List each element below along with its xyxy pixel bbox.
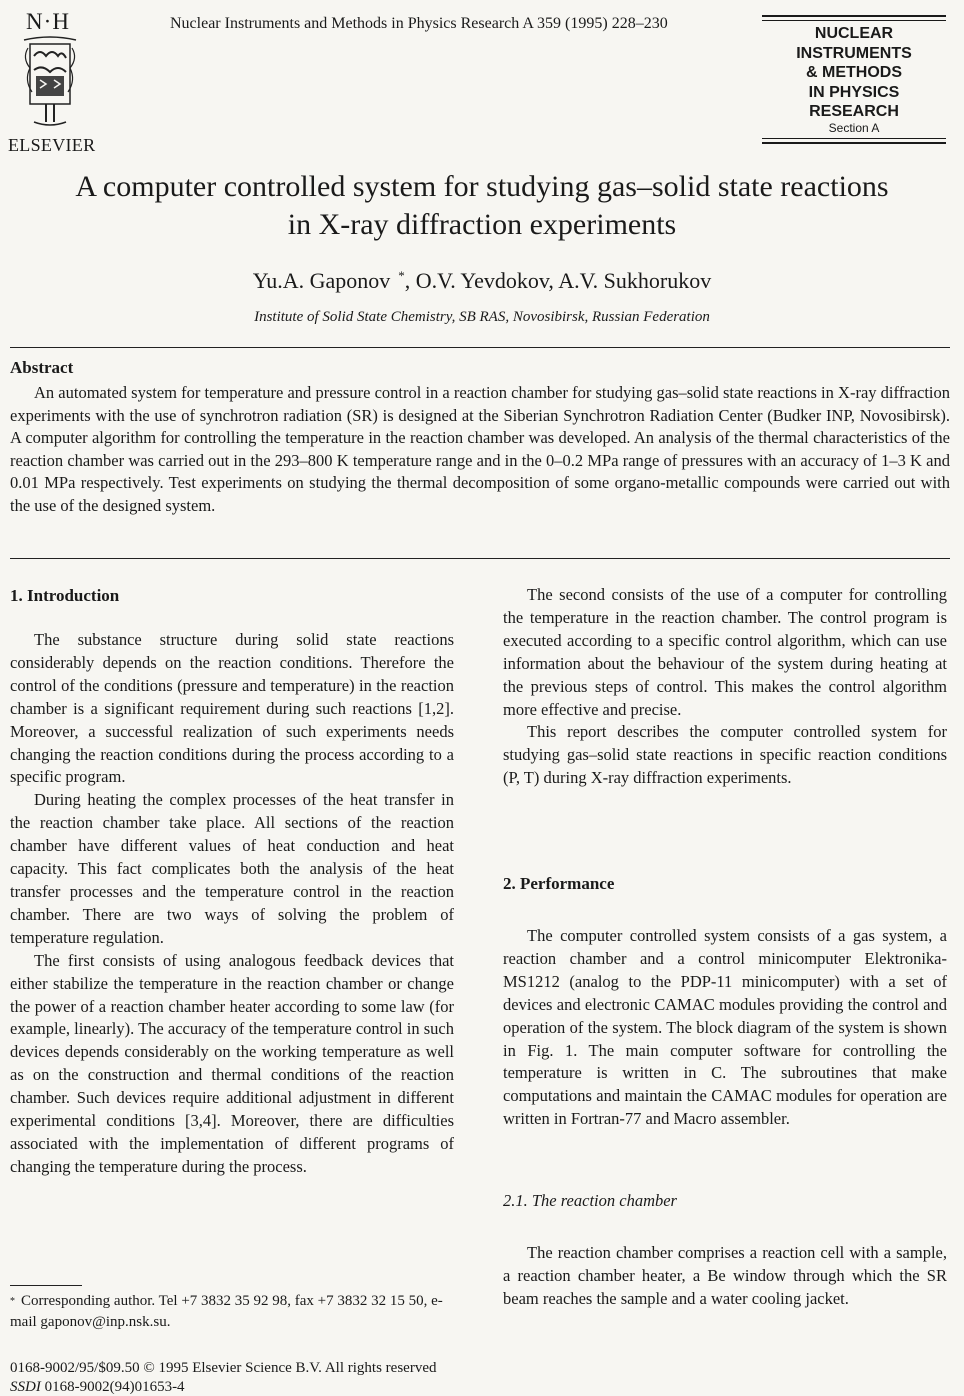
subsection-body (503, 1242, 947, 1311)
abstract-text: An automated system for temperature and pressure control in a reaction chamber for studying gas–solid state reactions in X-ray diffraction experiments with the use of synchrotron radiation (SR) is designed at the Siberian Synchrotron Radiation Center (Budker INP, Novosibirsk). A computer algorithm for controlling the temperature in the reaction chamber was developed. An analysis of the thermal characteristics of the reaction chamber was carried out in the 293–800 K temperature range and in the 0–0.2 MPa range of pressures with an accuracy of 1–3 K and 0.01 MPa respectively. Test experiments on studying the thermal decomposition of some organo-metallic compounds were carried out with the use of the designed system. (10, 383, 950, 515)
intro-paragraph: The substance structure during solid state reactions considerably depends on the reaction conditions. Therefore the control of the conditions (pressure and temperature) in the reaction chamber is a significant requirement during such reactions [1,2]. Moreover, a successful realization of such experiments needs changing the reaction conditions during the process according to a specific program. (10, 630, 454, 787)
ssdi-line (10, 1379, 185, 1396)
masthead-bottom-rule (762, 142, 946, 144)
paper-title (0, 168, 964, 244)
abstract-top-rule (10, 347, 950, 348)
author-rest: , O.V. Yevdokov, A.V. Sukhorukov (404, 268, 712, 293)
masthead-line: RESEARCH (809, 103, 899, 120)
intro-paragraph: The first consists of using analogous feedback devices that either stabilize the temperature in the reaction chamber or change the power of a reaction chamber heater according to some law (for example, linearly). The accuracy of the temperature control in such devices depends considerably on the working temperature as well as on the construction and thermal conditions of the reaction chamber. Such devices require additional adjustment in different experimental conditions [3,4]. Moreover, there are difficulties associated with the implementation of different programs of changing the temperature during the process. (10, 950, 454, 1176)
body-paragraph: The second consists of the use of a computer for controlling the temperature in the reaction chamber. The control program is executed according to a specific control algorithm, which can use information about the behaviour of the system during heating at the previous steps of control. This makes the control algorithm more effective and precise. (503, 585, 947, 719)
journal-masthead (762, 15, 946, 147)
footnote-rule (10, 1285, 82, 1286)
corresponding-author-footnote (10, 1291, 454, 1333)
abstract-heading: Abstract (10, 358, 74, 377)
masthead-line: IN PHYSICS (808, 83, 900, 101)
issn-copyright-line: 0168-9002/95/$09.50 © 1995 Elsevier Science B.V. All rights reserved (10, 1360, 437, 1376)
masthead-bottom-rule-thin (762, 138, 946, 139)
performance-heading: 2. Performance (503, 874, 615, 893)
ssdi-value: 0168-9002(94)01653-4 (44, 1379, 185, 1395)
logo-monogram: N·H (26, 9, 70, 34)
paper-authors (0, 268, 964, 294)
body-paragraph: The reaction chamber comprises a reaction cell with a sample, a reaction chamber heater, a Be window through which the SR beam reaches the sample and a water cooling jacket. (503, 1243, 947, 1308)
publisher-logo (8, 10, 104, 156)
ssdi-label: SSDI (10, 1379, 41, 1395)
author-first: Yu.A. Gaponov (252, 268, 391, 293)
performance-body (503, 925, 947, 1131)
intro-body (10, 629, 454, 1179)
masthead-line: INSTRUMENTS (796, 44, 912, 62)
logo-publisher-name: ELSEVIER (8, 135, 96, 155)
abstract-bottom-rule (10, 558, 950, 559)
journal-citation: Nuclear Instruments and Methods in Physics Research A 359 (1995) 228–230 (170, 15, 668, 32)
author-footnote-mark: * (398, 268, 405, 283)
intro-heading: 1. Introduction (10, 586, 120, 605)
intro-paragraph: During heating the complex processes of the heat transfer in the reaction chamber take place. All sections of the reaction chamber have different values of heat conduction and heat capacity. This fact complicates both the analysis of the heat transfer processes and the temperature control in the reaction chamber. There are two ways of solving the problem of temperature regulation. (10, 790, 454, 947)
title-line: A computer controlled system for studying gas–solid state reactions (75, 170, 889, 203)
masthead-line: NUCLEAR (814, 25, 894, 42)
masthead-section: Section A (828, 120, 880, 135)
masthead-line: & METHODS (806, 64, 902, 81)
footnote-text: Corresponding author. Tel +7 3832 35 92 98, fax +7 3832 32 15 50, e-mail gaponov@inp.nsk.su. (10, 1293, 443, 1330)
footnote-mark: * (10, 1296, 15, 1307)
masthead-title (762, 24, 946, 122)
paper-affiliation: Institute of Solid State Chemistry, SB RAS, Novosibirsk, Russian Federation (254, 309, 710, 325)
right-top-body (503, 584, 947, 790)
masthead-top-rule-thin (762, 20, 946, 21)
masthead-top-rule (762, 15, 946, 17)
body-paragraph: This report describes the computer controlled system for studying gas–solid state reactions in specific reaction conditions (P, T) during X-ray diffraction experiments. (503, 722, 947, 788)
elsevier-tree-emblem-icon (20, 36, 80, 128)
body-paragraph: The computer controlled system consists of a gas system, a reaction chamber and a control minicomputer Elektronika-MS1212 (analog to the PDP-11 minicomputer) with a set of devices and electronic CAMAC modules providing the control and operation of the system. The block diagram of the system is shown in Fig. 1. The main computer software for controlling the temperature is written in C. The subroutines that make computations and maintain the CAMAC modules for operation are written in Fortran-77 and Macro assembler. (503, 926, 947, 1129)
title-line: in X-ray diffraction experiments (287, 208, 677, 241)
subsection-heading: 2.1. The reaction chamber (503, 1191, 677, 1210)
